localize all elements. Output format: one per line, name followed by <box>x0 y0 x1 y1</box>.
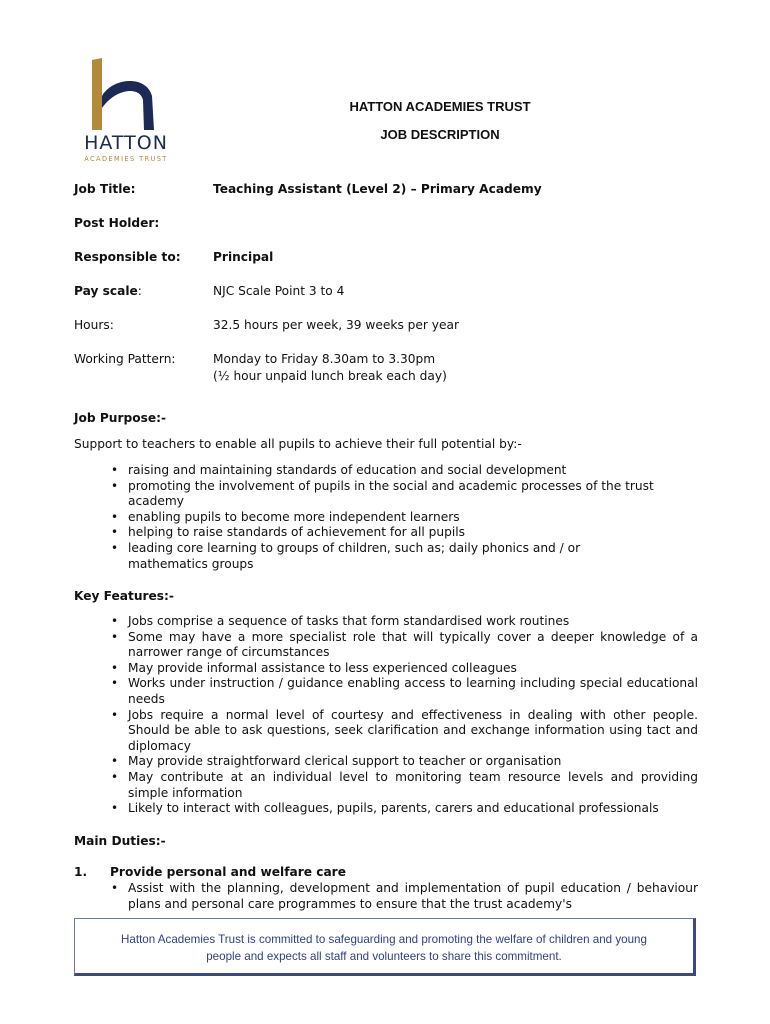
job-title-value: Teaching Assistant (Level 2) – Primary Academy <box>213 182 542 196</box>
working-pattern-line-2: (½ hour unpaid lunch break each day) <box>213 369 447 383</box>
pay-scale-label <box>74 284 142 298</box>
safeguarding-notice <box>74 918 696 976</box>
responsible-to-label: Responsible to: <box>74 250 181 264</box>
pay-scale-label-text: Pay scale <box>74 284 138 298</box>
list-item: • Assist with the planning, development and implementation of pupil education / behaviour plans and personal care programmes to ensure that the trust academy's <box>108 881 698 912</box>
working-pattern-value <box>213 351 447 385</box>
section-number: 1. <box>74 865 88 879</box>
list-item: • Works under instruction / guidance enabling access to learning including special educational needs <box>108 676 698 707</box>
list-item: • Likely to interact with colleagues, pupils, parents, carers and educational professionals <box>108 801 698 817</box>
list-item: • Jobs require a normal level of courtesy and effectiveness in dealing with other people. Should be able to ask questions, seek clarification and exchange information using tact and diplomacy <box>108 708 698 755</box>
hours-value: 32.5 hours per week, 39 weeks per year <box>213 318 459 332</box>
hatton-logo <box>74 56 178 164</box>
job-purpose-list <box>108 463 700 572</box>
logo-name: HATTON <box>84 132 168 154</box>
logo-subtitle: ACADEMIES TRUST <box>84 155 168 163</box>
list-item: • Some may have a more specialist role that will typically cover a deeper knowledge of a narrower range of circumstances <box>108 630 698 661</box>
hours-label: Hours: <box>74 318 114 332</box>
list-item: • leading core learning to groups of children, such as; daily phonics and / or mathematics groups <box>108 541 700 572</box>
responsible-to-value: Principal <box>213 250 274 264</box>
post-holder-label: Post Holder: <box>74 216 160 230</box>
section-title: Provide personal and welfare care <box>110 865 346 879</box>
list-item: • Jobs comprise a sequence of tasks that form standardised work routines <box>108 614 698 630</box>
safeguarding-text <box>75 931 693 965</box>
safeguarding-line-1: Hatton Academies Trust is committed to safeguarding and promoting the welfare of children and young <box>121 933 647 946</box>
job-purpose-heading: Job Purpose:- <box>74 411 167 425</box>
document-title: JOB DESCRIPTION <box>380 127 500 142</box>
job-title-label: Job Title: <box>74 182 136 196</box>
org-title: HATTON ACADEMIES TRUST <box>349 99 531 114</box>
pay-scale-colon: : <box>137 284 142 298</box>
working-pattern-label: Working Pattern: <box>74 352 176 366</box>
hatton-h-mark-icon <box>88 56 166 132</box>
list-item: • promoting the involvement of pupils in the social and academic processes of the trust academy <box>108 479 700 510</box>
list-item: • raising and maintaining standards of education and social development <box>108 463 700 479</box>
job-purpose-intro: Support to teachers to enable all pupils to achieve their full potential by:- <box>74 437 522 451</box>
list-item: • May provide straightforward clerical support to teacher or organisation <box>108 754 698 770</box>
key-features-heading: Key Features:- <box>74 589 174 603</box>
duties-list <box>108 881 698 913</box>
main-duties-heading: Main Duties:- <box>74 834 166 848</box>
list-item: • May contribute at an individual level to monitoring team resource levels and providing simple information <box>108 770 698 801</box>
pay-scale-value: NJC Scale Point 3 to 4 <box>213 284 345 298</box>
list-item: • enabling pupils to become more independent learners <box>108 510 700 526</box>
working-pattern-line-1: Monday to Friday 8.30am to 3.30pm <box>213 352 436 366</box>
list-item: • May provide informal assistance to less experienced colleagues <box>108 661 698 677</box>
key-features-list <box>108 614 698 817</box>
list-item: • helping to raise standards of achievement for all pupils <box>108 525 700 541</box>
safeguarding-line-2: people and expects all staff and volunteers to share this commitment. <box>206 950 562 963</box>
